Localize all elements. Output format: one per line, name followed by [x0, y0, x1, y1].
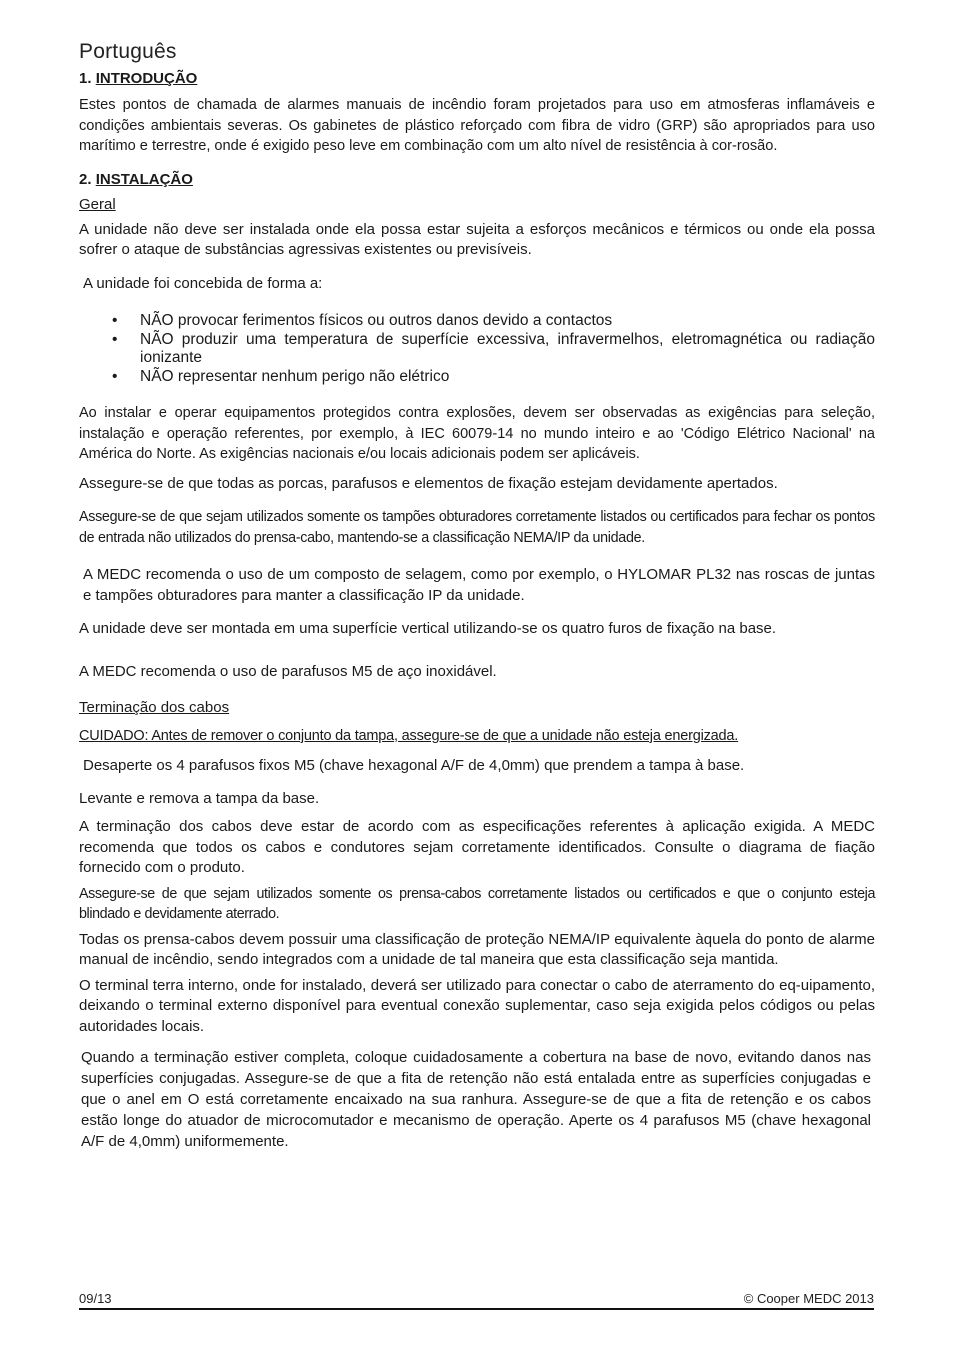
mounting-paragraph: A unidade deve ser montada em uma superfície vertical utilizando-se os quatro furos de fixação na base.: [79, 620, 777, 637]
termination-paragraph: A terminação dos cabos deve estar de acordo com as especificações referentes à aplicação exigida. A MEDC recomenda que todos os cabos e condutores sejam corretamente identificados. Consulte o diagrama de fiação fornecido com o produto.: [79, 818, 875, 876]
screws-paragraph: A MEDC recomenda o uso de parafusos M5 de aço inoxidável.: [79, 662, 497, 680]
general-subheading: Geral: [79, 195, 116, 213]
stoppers-paragraph: Assegure-se de que sejam utilizados somente os tampões obturadores corretamente listados ou certificados para fechar os pontos de entrada não utilizados do prensa-cabo, mantendo-se a classificação NEMA/IP da unidade.: [79, 509, 875, 546]
footer-copyright: © Cooper MEDC 2013: [743, 1291, 874, 1306]
document-page: [79, 40, 875, 1152]
bullet-item: • NÃO produzir uma temperatura de superfície excessiva, infravermelhos, eletromagnética ou radiação ionizante: [112, 331, 875, 368]
caution-warning: CUIDADO: Antes de remover o conjunto da tampa, assegure-se de que a unidade não esteja energizada.: [79, 728, 739, 744]
rating-paragraph: Todas os prensa-cabos devem possuir uma classificação de proteção NEMA/IP equivalente àquela do ponto de alarme manual de incêndio, sendo integrados com a unidade de tal maneira que esta classificação seja mantida.: [79, 930, 875, 968]
section-2-heading: [79, 171, 875, 188]
tighten-paragraph: Assegure-se de que todas as porcas, parafusos e elementos de fixação estejam devidamente apertados.: [79, 474, 778, 492]
section-2-title: INSTALAÇÃO: [95, 170, 193, 188]
completion-paragraph: Quando a terminação estiver completa, coloque cuidadosamente a cobertura na base de novo, evitando danos nas superfícies conjugadas. Assegure-se de que a fita de retenção não está entalada entre as superfícies conjugadas e que o anel em O está corretamente encaixado na sua ranhura. Assegure-se de que a fita de retenção e os cabos estão longe do atuador de microcomutador e mecanismo de operação. Aperte os 4 parafusos M5 (chave hexagonal A/F de 4,0mm) uniformemente.: [81, 1049, 871, 1150]
intro-paragraph: Estes pontos de chamada de alarmes manuais de incêndio foram projetados para uso em atmosferas inflamáveis e condições ambientais severas. Os gabinetes de plástico reforçado com fibra de vidro (GRP) são apropriados para uso marítimo e terrestre, onde é exigido peso leve em combinação com um alto nível de resistência à cor-rosão.: [79, 97, 875, 154]
section-1-number: 1.: [79, 70, 92, 87]
footer-date: 09/13: [79, 1291, 112, 1306]
lift-paragraph: Levante e remova a tampa da base.: [79, 789, 320, 807]
safety-bullet-list: [79, 312, 875, 386]
language-title: Português: [79, 40, 177, 63]
requirements-paragraph: Ao instalar e operar equipamentos protegidos contra explosões, devem ser observadas as exigências para seleção, instalação e operação referentes, por exemplo, à IEC 60079-14 no mundo inteiro e ao 'Código Elétrico Nacional' na América do Norte. As exigências nacionais e/ou locais adicionais podem ser aplicáveis.: [79, 405, 875, 462]
section-2-number: 2.: [79, 170, 92, 188]
termination-subheading: Terminação dos cabos: [79, 699, 230, 716]
bullet-item: • NÃO representar nenhum perigo não elétrico: [112, 368, 875, 387]
glands-paragraph: Assegure-se de que sejam utilizados somente os prensa-cabos corretamente listados ou certificados e que o conjunto esteja blindado e devidamente aterrado.: [79, 885, 875, 922]
general-paragraph: A unidade não deve ser instalada onde ela possa estar sujeita a esforços mecânicos e térmicos ou onde ela possa sofrer o ataque de substâncias agressivas existentes ou previsíveis.: [79, 220, 875, 258]
bullet-item: • NÃO provocar ferimentos físicos ou outros danos devido a contactos: [112, 312, 875, 331]
designed-intro: A unidade foi concebida de forma a:: [83, 274, 323, 292]
footer-divider: [79, 1308, 874, 1310]
unscrew-paragraph: Desaperte os 4 parafusos fixos M5 (chave hexagonal A/F de 4,0mm) que prendem a tampa à base.: [83, 757, 745, 774]
sealing-paragraph: A MEDC recomenda o uso de um composto de selagem, como por exemplo, o HYLOMAR PL32 nas roscas de juntas e tampões obturadores para manter a classificação IP da unidade.: [83, 566, 875, 604]
section-1-title: INTRODUÇÃO: [95, 70, 198, 87]
earth-terminal-paragraph: O terminal terra interno, onde for instalado, deverá ser utilizado para conectar o cabo de aterramento do eq-uipamento, deixando o terminal externo disponível para eventual conexão suplementar, caso seja exigida pelos códigos ou pelas autoridades locais.: [79, 976, 875, 1035]
section-1-heading: [79, 70, 875, 87]
